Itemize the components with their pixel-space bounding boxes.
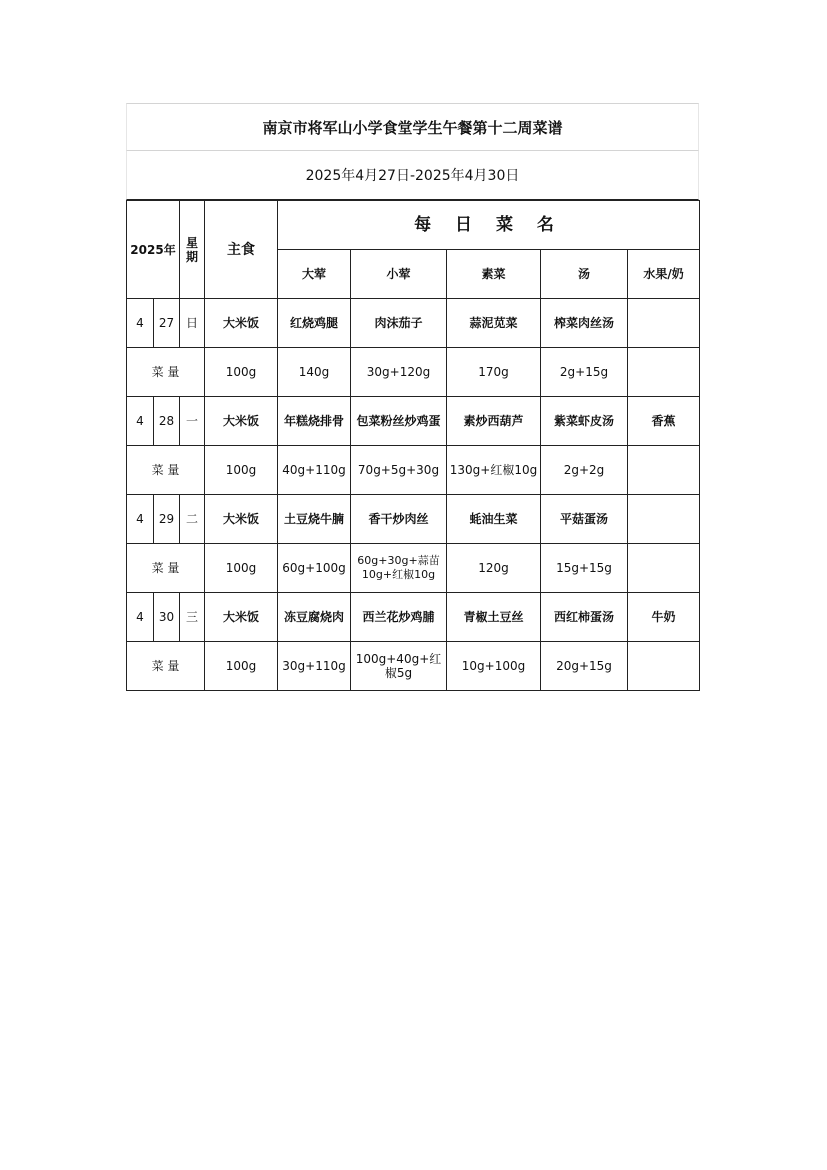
dish-cell: 香蕉 [628, 397, 700, 446]
dish-cell: 蒜泥苋菜 [447, 299, 541, 348]
header-weekday: 星期 [180, 201, 205, 299]
dish-cell: 平菇蛋汤 [541, 495, 628, 544]
quantity-cell: 100g [205, 642, 278, 691]
quantity-cell: 2g+2g [541, 446, 628, 495]
day-cell: 28 [154, 397, 180, 446]
weekday-cell: 三 [180, 593, 205, 642]
dish-cell: 牛奶 [628, 593, 700, 642]
quantity-label: 菜 量 [127, 348, 205, 397]
quantity-cell [628, 544, 700, 593]
menu-title: 南京市将军山小学食堂学生午餐第十二周菜谱 [126, 103, 699, 151]
dish-cell: 紫菜虾皮汤 [541, 397, 628, 446]
quantity-label: 菜 量 [127, 446, 205, 495]
column-header: 水果/奶 [628, 250, 700, 299]
quantity-cell: 70g+5g+30g [351, 446, 447, 495]
dish-row [127, 593, 700, 642]
quantity-cell: 140g [278, 348, 351, 397]
staple-cell: 大米饭 [205, 593, 278, 642]
quantity-row [127, 642, 700, 691]
column-header: 小荤 [351, 250, 447, 299]
quantity-cell [628, 446, 700, 495]
header-row [127, 201, 700, 250]
dish-row [127, 495, 700, 544]
menu-sheet [126, 103, 699, 691]
dish-cell: 青椒土豆丝 [447, 593, 541, 642]
header-daily-dishes: 每 日 菜 名 [278, 201, 700, 250]
dish-cell: 西兰花炒鸡脯 [351, 593, 447, 642]
dish-cell: 年糕烧排骨 [278, 397, 351, 446]
month-cell: 4 [127, 593, 154, 642]
dish-cell: 素炒西葫芦 [447, 397, 541, 446]
menu-table [126, 200, 700, 691]
dish-cell: 西红柿蛋汤 [541, 593, 628, 642]
dish-cell [628, 299, 700, 348]
quantity-cell: 130g+红椒10g [447, 446, 541, 495]
staple-cell: 大米饭 [205, 397, 278, 446]
staple-cell: 大米饭 [205, 299, 278, 348]
date-range: 2025年4月27日-2025年4月30日 [126, 151, 699, 200]
header-year: 2025年 [127, 201, 180, 299]
dish-cell: 包菜粉丝炒鸡蛋 [351, 397, 447, 446]
month-cell: 4 [127, 299, 154, 348]
quantity-row [127, 446, 700, 495]
dish-cell: 肉沫茄子 [351, 299, 447, 348]
quantity-label: 菜 量 [127, 642, 205, 691]
quantity-cell: 40g+110g [278, 446, 351, 495]
dish-cell: 红烧鸡腿 [278, 299, 351, 348]
quantity-cell: 30g+110g [278, 642, 351, 691]
column-header: 大荤 [278, 250, 351, 299]
quantity-cell: 15g+15g [541, 544, 628, 593]
quantity-cell: 10g+100g [447, 642, 541, 691]
weekday-cell: 日 [180, 299, 205, 348]
quantity-label: 菜 量 [127, 544, 205, 593]
header-staple: 主食 [205, 201, 278, 299]
dish-cell: 冻豆腐烧肉 [278, 593, 351, 642]
quantity-cell: 100g [205, 446, 278, 495]
quantity-row [127, 544, 700, 593]
staple-cell: 大米饭 [205, 495, 278, 544]
quantity-cell: 60g+30g+蒜苗10g+红椒10g [351, 544, 447, 593]
quantity-cell: 100g [205, 544, 278, 593]
quantity-cell [628, 642, 700, 691]
quantity-cell: 20g+15g [541, 642, 628, 691]
day-cell: 27 [154, 299, 180, 348]
weekday-cell: 二 [180, 495, 205, 544]
day-cell: 30 [154, 593, 180, 642]
dish-cell [628, 495, 700, 544]
quantity-cell: 30g+120g [351, 348, 447, 397]
dish-cell: 蚝油生菜 [447, 495, 541, 544]
quantity-row [127, 348, 700, 397]
dish-cell: 土豆烧牛腩 [278, 495, 351, 544]
quantity-cell: 170g [447, 348, 541, 397]
quantity-cell: 100g [205, 348, 278, 397]
quantity-cell: 2g+15g [541, 348, 628, 397]
quantity-cell [628, 348, 700, 397]
dish-row [127, 299, 700, 348]
month-cell: 4 [127, 397, 154, 446]
dish-row [127, 397, 700, 446]
quantity-cell: 100g+40g+红椒5g [351, 642, 447, 691]
quantity-cell: 60g+100g [278, 544, 351, 593]
month-cell: 4 [127, 495, 154, 544]
column-header: 素菜 [447, 250, 541, 299]
dish-cell: 香干炒肉丝 [351, 495, 447, 544]
day-cell: 29 [154, 495, 180, 544]
column-header: 汤 [541, 250, 628, 299]
weekday-cell: 一 [180, 397, 205, 446]
quantity-cell: 120g [447, 544, 541, 593]
dish-cell: 榨菜肉丝汤 [541, 299, 628, 348]
